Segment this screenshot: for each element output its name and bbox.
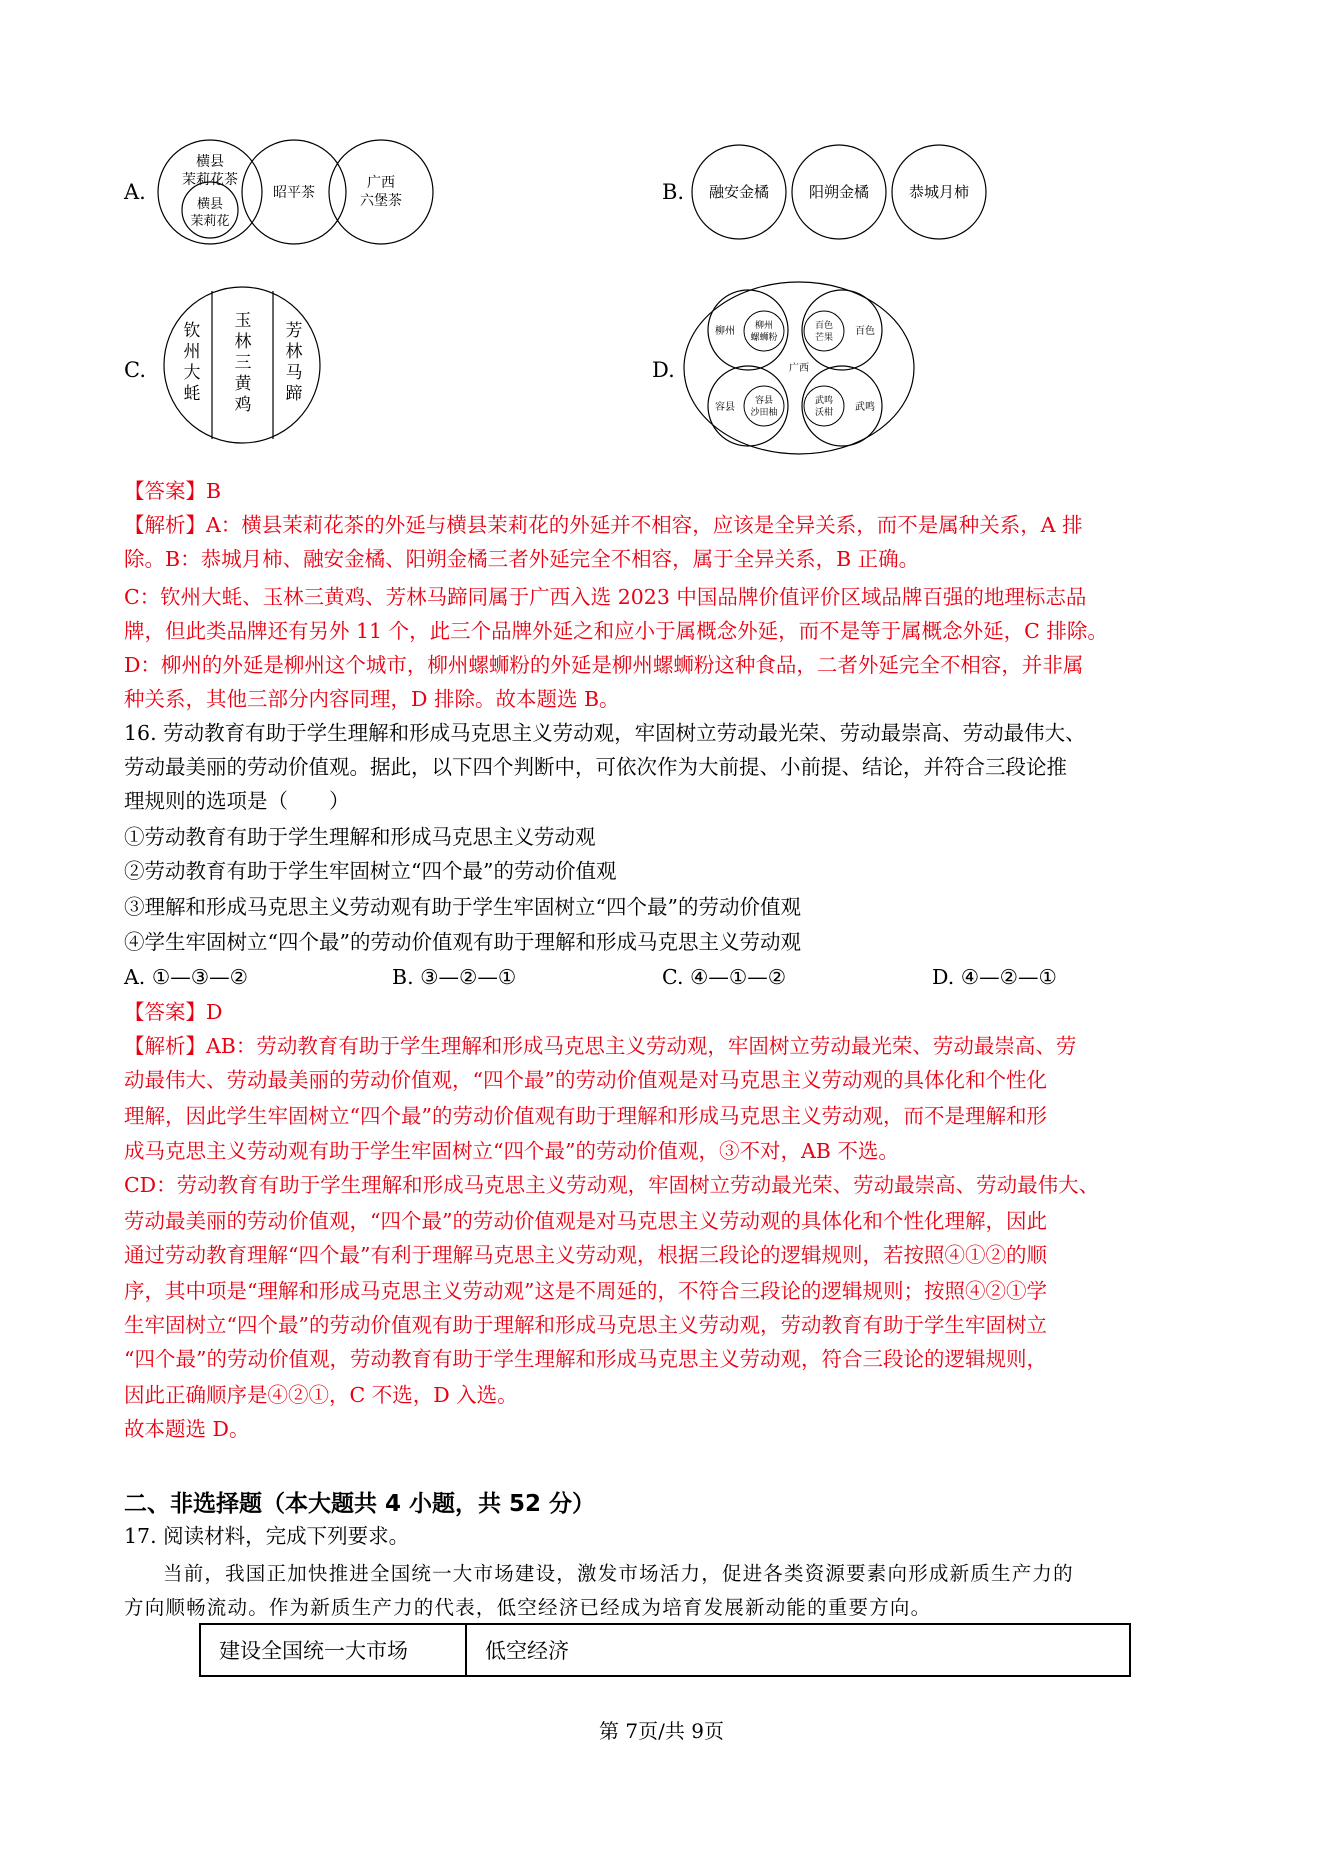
svg-text:芳: 芳 <box>285 321 303 341</box>
q16-answer: 【答案】D <box>124 1000 223 1024</box>
option-b-label: B. <box>662 180 685 204</box>
circles-diagram-b <box>690 140 995 245</box>
q15-analysis-line: D：柳州的外延是柳州这个城市，柳州螺蛳粉的外延是柳州螺蛳粉这种食品，二者外延完全不相容，并非属 <box>124 653 1084 677</box>
d-baise-label: 百色 <box>855 326 875 337</box>
svg-text:蹄: 蹄 <box>285 384 303 404</box>
q16-analysis-line: 因此正确顺序是④②①，C 不选，D 入选。 <box>124 1383 518 1407</box>
option-c-label: C. <box>124 358 146 382</box>
q16-choice-d: D. ④—②—① <box>932 965 1057 989</box>
q16-analysis-line: 通过劳动教育理解“四个最”有利于理解马克思主义劳动观，根据三段论的逻辑规则，若按照④①②的顺 <box>124 1243 1047 1267</box>
q16-stem-line: 劳动最美丽的劳动价值观。据此，以下四个判断中，可依次作为大前提、小前提、结论，并符合三段论推 <box>124 755 1067 779</box>
q16-analysis-line: 理解，因此学生牢固树立“四个最”的劳动价值观有助于理解和形成马克思主义劳动观，而不是理解和形 <box>124 1104 1047 1128</box>
d-rongxian-label: 容县 <box>715 402 735 413</box>
svg-text:州: 州 <box>183 342 201 362</box>
a-circle2-label: 昭平茶 <box>273 185 315 201</box>
svg-text:玉: 玉 <box>234 311 252 331</box>
q15-analysis-line: 种关系，其他三部分内容同理，D 排除。故本题选 B。 <box>124 687 620 711</box>
section2-heading: 二、非选择题（本大题共 4 小题，共 52 分） <box>124 1491 596 1517</box>
b-circle3-label: 恭城月柿 <box>908 183 970 201</box>
b-circle2-label: 阳朔金橘 <box>808 183 870 201</box>
d-guangxi-label: 广西 <box>789 363 809 374</box>
a-circle1-inner-line2: 茉莉花 <box>190 214 230 229</box>
b-circle1-label: 融安金橘 <box>708 183 770 201</box>
q15-analysis-line: 除。B：恭城月柿、融安金橘、阳朔金橘三者外延完全不相容，属于全异关系，B 正确。 <box>124 547 920 571</box>
q16-analysis-line: 劳动最美丽的劳动价值观，“四个最”的劳动价值观是对马克思主义劳动观的具体化和个性化理解，因此 <box>124 1209 1047 1233</box>
q16-statement-2: ②劳动教育有助于学生牢固树立“四个最”的劳动价值观 <box>124 859 617 883</box>
q15-analysis-line: 牌，但此类品牌还有另外 11 个，此三个品牌外延之和应小于属概念外延，而不是等于属概念外延，C 排除。 <box>124 619 1108 643</box>
q17-material-table <box>199 1623 1131 1677</box>
svg-text:林: 林 <box>234 332 252 352</box>
svg-text:黄: 黄 <box>234 374 252 394</box>
q16-analysis-line: 【解析】AB：劳动教育有助于学生理解和形成马克思主义劳动观，牢固树立劳动最光荣、劳动最崇高、劳 <box>124 1034 1077 1058</box>
nested-circles-diagram-d <box>680 278 920 458</box>
q16-choice-a: A. ①—③—② <box>124 965 248 989</box>
option-d-label: D. <box>652 358 675 382</box>
table-cell-market: 建设全国统一大市场 <box>200 1624 466 1676</box>
q16-statement-1: ①劳动教育有助于学生理解和形成马克思主义劳动观 <box>124 825 596 849</box>
table-cell-low-altitude: 低空经济 <box>466 1624 1130 1676</box>
svg-text:柳州: 柳州 <box>754 321 774 331</box>
a-circle1-outer-line2: 茉莉花茶 <box>182 172 238 188</box>
svg-text:螺蛳粉: 螺蛳粉 <box>750 333 778 343</box>
q16-analysis-line: 动最伟大、劳动最美丽的劳动价值观，“四个最”的劳动价值观是对马克思主义劳动观的具体化和个性化 <box>124 1068 1047 1092</box>
q16-choice-c: C. ④—①—② <box>662 965 787 989</box>
q16-stem-line: 理规则的选项是（ ） <box>124 789 350 813</box>
q16-statement-4: ④学生牢固树立“四个最”的劳动价值观有助于理解和形成马克思主义劳动观 <box>124 930 801 954</box>
a-circle1-inner-line1: 横县 <box>196 197 224 212</box>
q15-answer: 【答案】B <box>124 479 222 503</box>
svg-text:芒果: 芒果 <box>814 333 834 343</box>
svg-text:鸡: 鸡 <box>234 395 252 415</box>
svg-text:沙田柚: 沙田柚 <box>750 408 778 418</box>
d-liuzhou-label: 柳州 <box>715 326 735 337</box>
q16-analysis-line: 序，其中项是“理解和形成马克思主义劳动观”这是不周延的，不符合三段论的逻辑规则；按照④②①学 <box>124 1279 1047 1303</box>
q16-analysis-line: 生牢固树立“四个最”的劳动价值观有助于理解和形成马克思主义劳动观，劳动教育有助于学生牢固树立 <box>124 1313 1047 1337</box>
a-circle1-outer-line1: 横县 <box>196 154 224 170</box>
q15-analysis-line: C：钦州大蚝、玉林三黄鸡、芳林马蹄同属于广西入选 2023 中国品牌价值评价区域品牌百强的地理标志品 <box>124 585 1087 609</box>
q17-material-line: 当前，我国正加快推进全国统一大市场建设，激发市场活力，促进各类资源要素向形成新质生产力的 <box>163 1562 1074 1585</box>
d-wuming-label: 武鸣 <box>855 402 875 413</box>
a-circle3-line2: 六堡茶 <box>360 193 402 209</box>
option-a-label: A. <box>124 180 146 204</box>
a-circle3-line1: 广西 <box>367 175 395 191</box>
divided-circle-diagram-c <box>140 284 340 446</box>
svg-text:武鸣: 武鸣 <box>814 396 834 406</box>
q16-statement-3: ③理解和形成马克思主义劳动观有助于学生牢固树立“四个最”的劳动价值观 <box>124 895 801 919</box>
q17-stem: 17. 阅读材料，完成下列要求。 <box>124 1524 410 1548</box>
venn-diagram-a <box>140 138 440 248</box>
svg-text:三: 三 <box>234 353 252 373</box>
svg-text:大: 大 <box>183 363 201 383</box>
q16-stem-line: 16. 劳动教育有助于学生理解和形成马克思主义劳动观，牢固树立劳动最光荣、劳动最崇高、劳动最伟大、 <box>124 721 1086 745</box>
svg-text:沃柑: 沃柑 <box>814 408 834 418</box>
page-footer: 第 7页/共 9页 <box>599 1719 724 1743</box>
q16-analysis-line: “四个最”的劳动价值观，劳动教育有助于学生理解和形成马克思主义劳动观，符合三段论的逻辑规则， <box>124 1347 1047 1371</box>
q16-analysis-line: 成马克思主义劳动观有助于学生牢固树立“四个最”的劳动价值观，③不对，AB 不选。 <box>124 1139 899 1163</box>
q16-conclusion: 故本题选 D。 <box>124 1417 250 1441</box>
q16-analysis-line: CD：劳动教育有助于学生理解和形成马克思主义劳动观，牢固树立劳动最光荣、劳动最崇高、劳动最伟大、 <box>124 1173 1100 1197</box>
svg-text:百色: 百色 <box>814 321 834 331</box>
q17-material-line: 方向顺畅流动。作为新质生产力的代表，低空经济已经成为培育发展新动能的重要方向。 <box>124 1596 932 1619</box>
q16-choice-b: B. ③—②—① <box>392 965 517 989</box>
svg-text:蚝: 蚝 <box>183 384 201 404</box>
svg-text:马: 马 <box>285 363 303 383</box>
svg-text:林: 林 <box>285 342 303 362</box>
q15-analysis-line: 【解析】A：横县茉莉花茶的外延与横县茉莉花的外延并不相容，应该是全异关系，而不是属种关系，A 排 <box>124 513 1083 537</box>
svg-text:容县: 容县 <box>754 396 774 406</box>
svg-text:钦: 钦 <box>183 321 201 341</box>
